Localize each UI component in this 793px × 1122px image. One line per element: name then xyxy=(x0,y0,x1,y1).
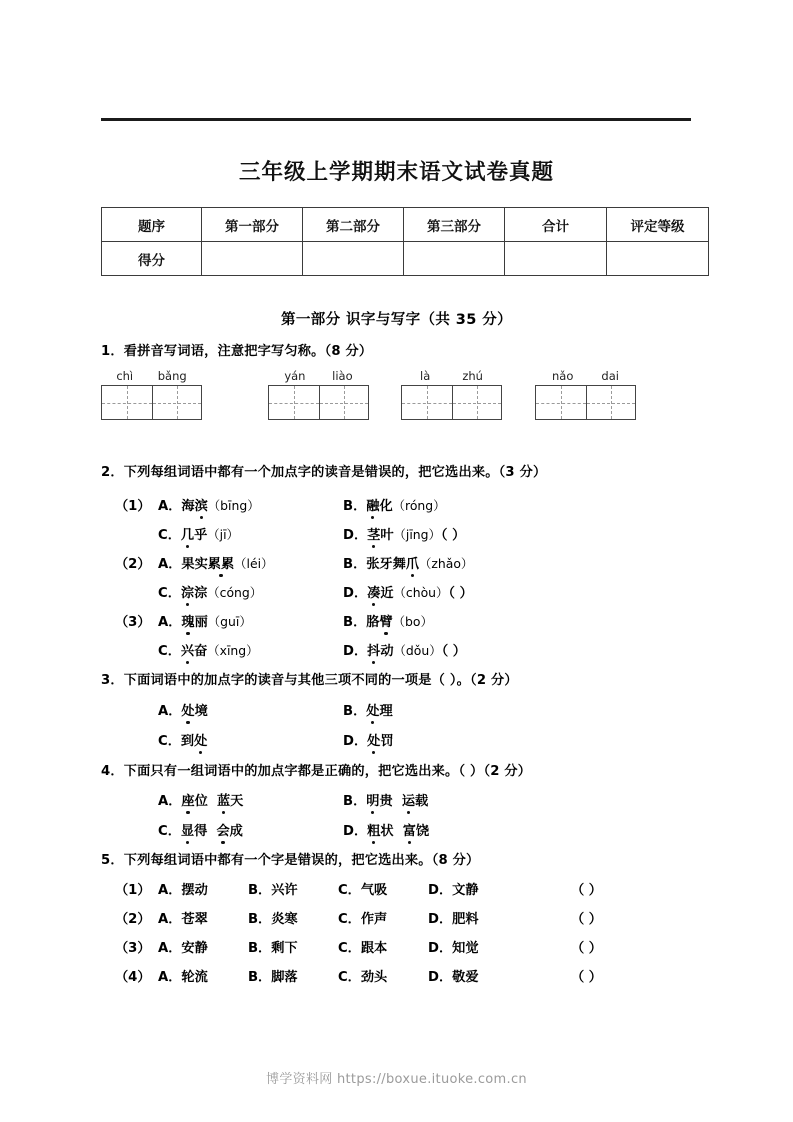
option-d[interactable]: D．处罚 xyxy=(343,730,394,749)
option-a[interactable]: A．安静 xyxy=(158,941,208,956)
option-text-pre: 胳 xyxy=(366,615,380,630)
option-word-rest: 贵 xyxy=(379,794,393,809)
tianzige-cell[interactable] xyxy=(536,386,586,419)
option-text-post: 化 xyxy=(379,499,393,514)
option-text-post: 淙 xyxy=(194,586,208,601)
option-letter: B xyxy=(343,615,354,630)
question-2-stem: 2．下列每组词语中都有一个加点字的读音是错误的，把它选出来。（3 分） xyxy=(101,465,547,480)
tianzige-cell[interactable] xyxy=(102,386,152,419)
pinyin-label-1 xyxy=(101,369,202,383)
answer-bracket[interactable]: （ ） xyxy=(571,941,602,956)
group-number: （3） xyxy=(115,615,151,630)
dotted-char: 兴 xyxy=(181,640,194,659)
option-letter: C xyxy=(158,528,168,543)
score-input-cell-4[interactable] xyxy=(505,242,607,276)
option-d[interactable]: D．文静 xyxy=(428,883,479,898)
option-c[interactable]: C．几乎（jī） xyxy=(158,524,239,543)
option-word-rest: 饶 xyxy=(415,824,430,839)
option-b[interactable]: B．脚落 xyxy=(248,970,298,985)
pinyin-group-2 xyxy=(268,369,369,420)
score-row-label: 得分 xyxy=(102,242,202,276)
question-3-stem: 3．下面词语中的加点字的读音与其他三项不同的一项是（ ）。（2 分） xyxy=(101,673,518,688)
group-number: （1） xyxy=(115,883,151,898)
group-number: （4） xyxy=(115,970,151,985)
option-text-post: 境 xyxy=(194,704,208,719)
option-b[interactable]: B．炎寒 xyxy=(248,912,298,927)
option-c[interactable]: C．显得 会成 xyxy=(158,820,243,839)
score-input-cell-5[interactable] xyxy=(607,242,709,276)
score-input-cell-3[interactable] xyxy=(404,242,505,276)
option-d[interactable]: D．粗状 富饶 xyxy=(343,820,429,839)
answer-bracket[interactable]: （ ） xyxy=(571,970,602,985)
group-number: （2） xyxy=(115,912,151,927)
option-d[interactable]: D．抖动（dǒu）（ ） xyxy=(343,640,466,659)
tianzige-grid-2[interactable] xyxy=(268,385,369,420)
option-pinyin: （jī） xyxy=(207,527,239,542)
tianzige-grid-4[interactable] xyxy=(535,385,636,420)
option-text-post: 罚 xyxy=(380,734,394,749)
option-text-post: 动 xyxy=(380,644,394,659)
dotted-char: 粗 xyxy=(367,820,380,839)
option-letter: B xyxy=(343,794,354,809)
tianzige-cell[interactable] xyxy=(269,386,319,419)
pinyin-label-4 xyxy=(535,369,636,383)
dotted-char: 会 xyxy=(216,820,229,839)
answer-bracket[interactable]: （ ） xyxy=(571,883,602,898)
option-d[interactable]: D．肥料 xyxy=(428,912,479,927)
option-d[interactable]: D．凑近（chòu）（ ） xyxy=(343,582,473,601)
dotted-char: 凑 xyxy=(367,582,380,601)
option-a[interactable]: A．摆动 xyxy=(158,883,208,898)
option-d[interactable]: D．知觉 xyxy=(428,941,479,956)
option-text-post: 丽 xyxy=(194,615,208,630)
group-number: （2） xyxy=(115,557,151,572)
pinyin-syllable-4a: nǎo xyxy=(552,369,574,383)
option-word-rest: 载 xyxy=(415,794,429,809)
table-row-header xyxy=(102,208,709,242)
option-c[interactable]: C．淙淙（cóng） xyxy=(158,582,262,601)
dotted-char: 爪 xyxy=(406,553,419,572)
option-b[interactable]: B．融化（róng） xyxy=(343,495,446,514)
score-header-cell-3: 第三部分 xyxy=(404,208,505,242)
option-b[interactable]: B．处理 xyxy=(343,700,393,719)
dotted-char: 运 xyxy=(402,790,415,809)
option-a[interactable]: A．轮流 xyxy=(158,970,208,985)
option-word-rest: 位 xyxy=(194,794,208,809)
dotted-char: 蓝 xyxy=(217,790,230,809)
option-text-pre: 果实 xyxy=(181,557,208,572)
option-word-rest: 天 xyxy=(230,794,244,809)
pinyin-group-1 xyxy=(101,369,202,420)
pinyin-syllable-3a: là xyxy=(420,369,431,383)
dotted-char: 富 xyxy=(403,820,416,839)
score-header-cell-1: 第一部分 xyxy=(202,208,303,242)
option-c[interactable]: C．气吸 xyxy=(338,883,388,898)
tianzige-cell[interactable] xyxy=(586,386,636,419)
dotted-char: 茎 xyxy=(367,524,380,543)
option-letter: B xyxy=(343,704,354,719)
score-table xyxy=(101,207,709,276)
option-letter: B xyxy=(343,557,354,572)
option-a[interactable]: A．果实累累（léi） xyxy=(158,553,273,572)
pinyin-group-4 xyxy=(535,369,636,420)
option-c[interactable]: C．兴奋（xīng） xyxy=(158,640,259,659)
option-c[interactable]: C．跟本 xyxy=(338,941,388,956)
dotted-char: 抖 xyxy=(367,640,380,659)
option-pinyin: （chòu） xyxy=(393,585,449,600)
pinyin-group-3 xyxy=(401,369,502,420)
dotted-char: 融 xyxy=(366,495,379,514)
answer-bracket[interactable]: （ ） xyxy=(441,644,466,659)
option-pinyin: （bīng） xyxy=(207,498,260,513)
option-letter: A xyxy=(158,794,169,809)
dotted-char: 处 xyxy=(194,730,207,749)
group-number: （1） xyxy=(115,499,151,514)
option-text-post: 近 xyxy=(380,586,394,601)
dotted-char: 臂 xyxy=(379,611,392,630)
tianzige-cell[interactable] xyxy=(402,386,452,419)
option-pinyin: （róng） xyxy=(392,498,446,513)
option-a[interactable]: A．瑰丽（guī） xyxy=(158,611,252,630)
pinyin-syllable-4b: dai xyxy=(601,369,619,383)
dotted-char: 处 xyxy=(367,730,380,749)
dotted-char: 明 xyxy=(366,790,379,809)
option-letter: A xyxy=(158,704,169,719)
option-word-rest: 成 xyxy=(229,824,243,839)
answer-bracket[interactable]: （ ） xyxy=(448,586,473,601)
score-header-cell-0: 题序 xyxy=(102,208,202,242)
option-text-post: 理 xyxy=(379,704,393,719)
option-letter: C xyxy=(158,734,168,749)
tianzige-grid-1[interactable] xyxy=(101,385,202,420)
option-letter: D xyxy=(343,528,354,543)
site-watermark: 博学资料网 https://boxue.ituoke.com.cn xyxy=(266,1072,527,1087)
option-b[interactable]: B．张牙舞爪（zhǎo） xyxy=(343,553,473,572)
option-word-rest: 得 xyxy=(194,824,208,839)
option-text-post: 叶 xyxy=(380,528,394,543)
option-letter: D xyxy=(343,586,354,601)
group-number: （3） xyxy=(115,941,151,956)
pinyin-syllable-2a: yán xyxy=(284,369,306,383)
pinyin-syllable-3b: zhú xyxy=(462,369,483,383)
answer-bracket[interactable]: （ ） xyxy=(440,528,466,543)
option-c[interactable]: C．作声 xyxy=(338,912,388,927)
question-1-stem: 1．看拼音写词语，注意把字写匀称。（8 分） xyxy=(101,344,373,359)
option-d[interactable]: D．茎叶（jīng）（ ） xyxy=(343,524,465,543)
option-letter: A xyxy=(158,557,169,572)
option-a[interactable]: A．苍翠 xyxy=(158,912,208,927)
score-header-cell-2: 第二部分 xyxy=(303,208,404,242)
score-header-cell-4: 合计 xyxy=(505,208,607,242)
section-heading-part-1: 第一部分 识字与写字（共 35 分） xyxy=(280,312,513,328)
option-text-post: 乎 xyxy=(194,528,208,543)
score-input-cell-1[interactable] xyxy=(202,242,303,276)
tianzige-cell[interactable] xyxy=(452,386,502,419)
option-letter: A xyxy=(158,499,169,514)
option-pinyin: （guī） xyxy=(207,614,252,629)
option-word-rest: 状 xyxy=(380,824,394,839)
option-text-pre: 海 xyxy=(181,499,195,514)
pinyin-syllable-2b: liào xyxy=(332,369,353,383)
option-letter: C xyxy=(158,586,168,601)
question-5-stem: 5．下列每组词语中都有一个字是错误的，把它选出来。（8 分） xyxy=(101,853,480,868)
tianzige-cell[interactable] xyxy=(152,386,202,419)
tianzige-grid-3[interactable] xyxy=(401,385,502,420)
option-b[interactable]: B．剩下 xyxy=(248,941,298,956)
pinyin-label-3 xyxy=(401,369,502,383)
dotted-char: 处 xyxy=(181,700,194,719)
dotted-char: 瑰 xyxy=(181,611,194,630)
answer-bracket[interactable]: （ ） xyxy=(571,912,602,927)
option-letter: C xyxy=(158,824,168,839)
question-1-answer-area xyxy=(101,369,701,429)
option-b[interactable]: B．明贵 运载 xyxy=(343,790,428,809)
dotted-char: 累累 xyxy=(208,553,234,572)
pinyin-syllable-1b: bǎng xyxy=(157,369,187,383)
option-pinyin: （zhǎo） xyxy=(419,556,474,571)
option-c[interactable]: C．劲头 xyxy=(338,970,388,985)
option-letter: D xyxy=(343,644,354,659)
score-input-cell-2[interactable] xyxy=(303,242,404,276)
dotted-char: 滨 xyxy=(195,495,208,514)
page-title: 三年级上学期期末语文试卷真题 xyxy=(238,160,554,185)
pinyin-label-2 xyxy=(268,369,369,383)
dotted-char: 座 xyxy=(181,790,194,809)
option-a[interactable]: A．海滨（bīng） xyxy=(158,495,260,514)
header-rule xyxy=(101,118,691,121)
option-text-pre: 到 xyxy=(180,734,195,749)
option-b[interactable]: B．胳臂（bo） xyxy=(343,611,433,630)
dotted-char: 几 xyxy=(181,524,194,543)
option-d[interactable]: D．敬爱 xyxy=(428,970,479,985)
option-letter: B xyxy=(343,499,354,514)
option-pinyin: （léi） xyxy=(234,556,274,571)
option-a[interactable]: A．座位 蓝天 xyxy=(158,790,243,809)
option-text-post: 奋 xyxy=(194,644,208,659)
tianzige-cell[interactable] xyxy=(319,386,369,419)
option-c[interactable]: C．到处 xyxy=(158,730,207,749)
pinyin-syllable-1a: chì xyxy=(116,369,134,383)
dotted-char: 显 xyxy=(181,820,194,839)
option-letter: D xyxy=(343,734,354,749)
option-pinyin: （jīng） xyxy=(393,527,441,542)
option-letter: D xyxy=(343,824,354,839)
option-a[interactable]: A．处境 xyxy=(158,700,208,719)
option-pinyin: （bo） xyxy=(392,614,433,629)
option-letter: C xyxy=(158,644,168,659)
dotted-char: 淙 xyxy=(181,582,194,601)
option-b[interactable]: B．兴许 xyxy=(248,883,298,898)
question-4-stem: 4．下面只有一组词语中的加点字都是正确的，把它选出来。（ ）（2 分） xyxy=(101,764,532,779)
score-header-cell-5: 评定等级 xyxy=(607,208,709,242)
option-letter: A xyxy=(158,615,169,630)
option-pinyin: （dǒu） xyxy=(393,643,442,658)
option-text-pre: 张牙舞 xyxy=(366,557,406,572)
option-pinyin: （xīng） xyxy=(207,643,259,658)
option-pinyin: （cóng） xyxy=(207,585,263,600)
dotted-char: 处 xyxy=(366,700,379,719)
table-row-score xyxy=(102,242,709,276)
